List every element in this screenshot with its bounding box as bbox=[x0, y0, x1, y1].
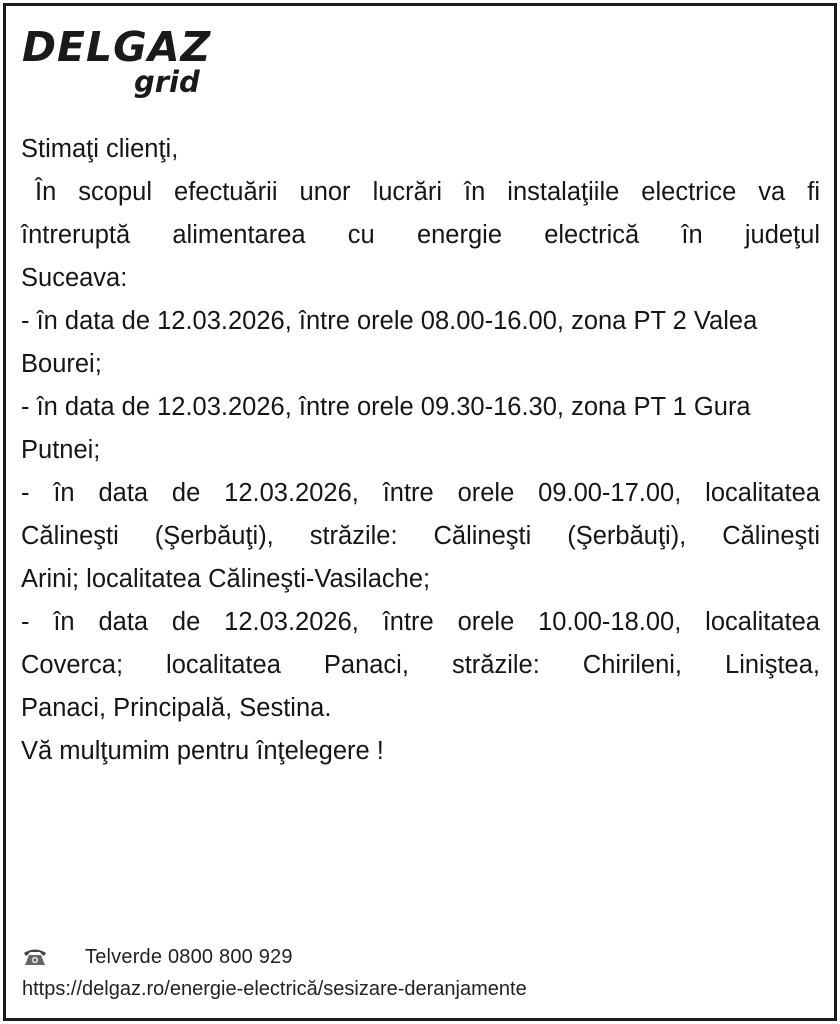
item-line-8: - în data de 12.03.2026, între orele 10.00-18.00, localitatea bbox=[21, 608, 820, 636]
phone-row bbox=[22, 942, 293, 972]
closing-line: Vă mulţumim pentru înţelegere ! bbox=[21, 737, 384, 765]
item-line-6: Călineşti (Şerbăuţi), străzile: Călineşti (Şerbăuţi), Călineşti bbox=[21, 522, 820, 550]
support-url[interactable]: https://delgaz.ro/energie-electrică/sesizare-deranjamente bbox=[22, 978, 527, 1000]
item-line-2: Bourei; bbox=[21, 350, 102, 378]
logo-subtitle: grid bbox=[134, 65, 200, 99]
item-line-3: - în data de 12.03.2026, între orele 09.30-16.30, zona PT 1 Gura bbox=[21, 393, 751, 421]
logo-wordmark: DELGAZ bbox=[22, 23, 212, 71]
item-line-1: - în data de 12.03.2026, între orele 08.00-16.00, zona PT 2 Valea bbox=[21, 307, 758, 335]
item-line-10: Panaci, Principală, Sestina. bbox=[21, 694, 332, 722]
telephone-icon bbox=[22, 946, 48, 968]
intro-line-2: întreruptă alimentarea cu energie electrică în judeţul bbox=[21, 221, 820, 249]
notice-body bbox=[21, 128, 820, 773]
item-line-5: - în data de 12.03.2026, între orele 09.00-17.00, localitatea bbox=[21, 479, 820, 507]
intro-line-3: Suceava: bbox=[21, 264, 128, 292]
item-line-4: Putnei; bbox=[21, 436, 101, 464]
phone-number: Telverde 0800 800 929 bbox=[85, 945, 293, 968]
item-line-7: Arini; localitatea Călineşti-Vasilache; bbox=[21, 565, 431, 593]
greeting: Stimaţi clienţi, bbox=[21, 135, 179, 163]
delgaz-grid-logo bbox=[22, 24, 222, 104]
intro-line-1: În scopul efectuării unor lucrări în instalaţiile electrice va fi bbox=[35, 178, 820, 206]
item-line-9: Coverca; localitatea Panaci, străzile: Chirileni, Liniştea, bbox=[21, 651, 820, 679]
contact-section bbox=[22, 938, 802, 1018]
